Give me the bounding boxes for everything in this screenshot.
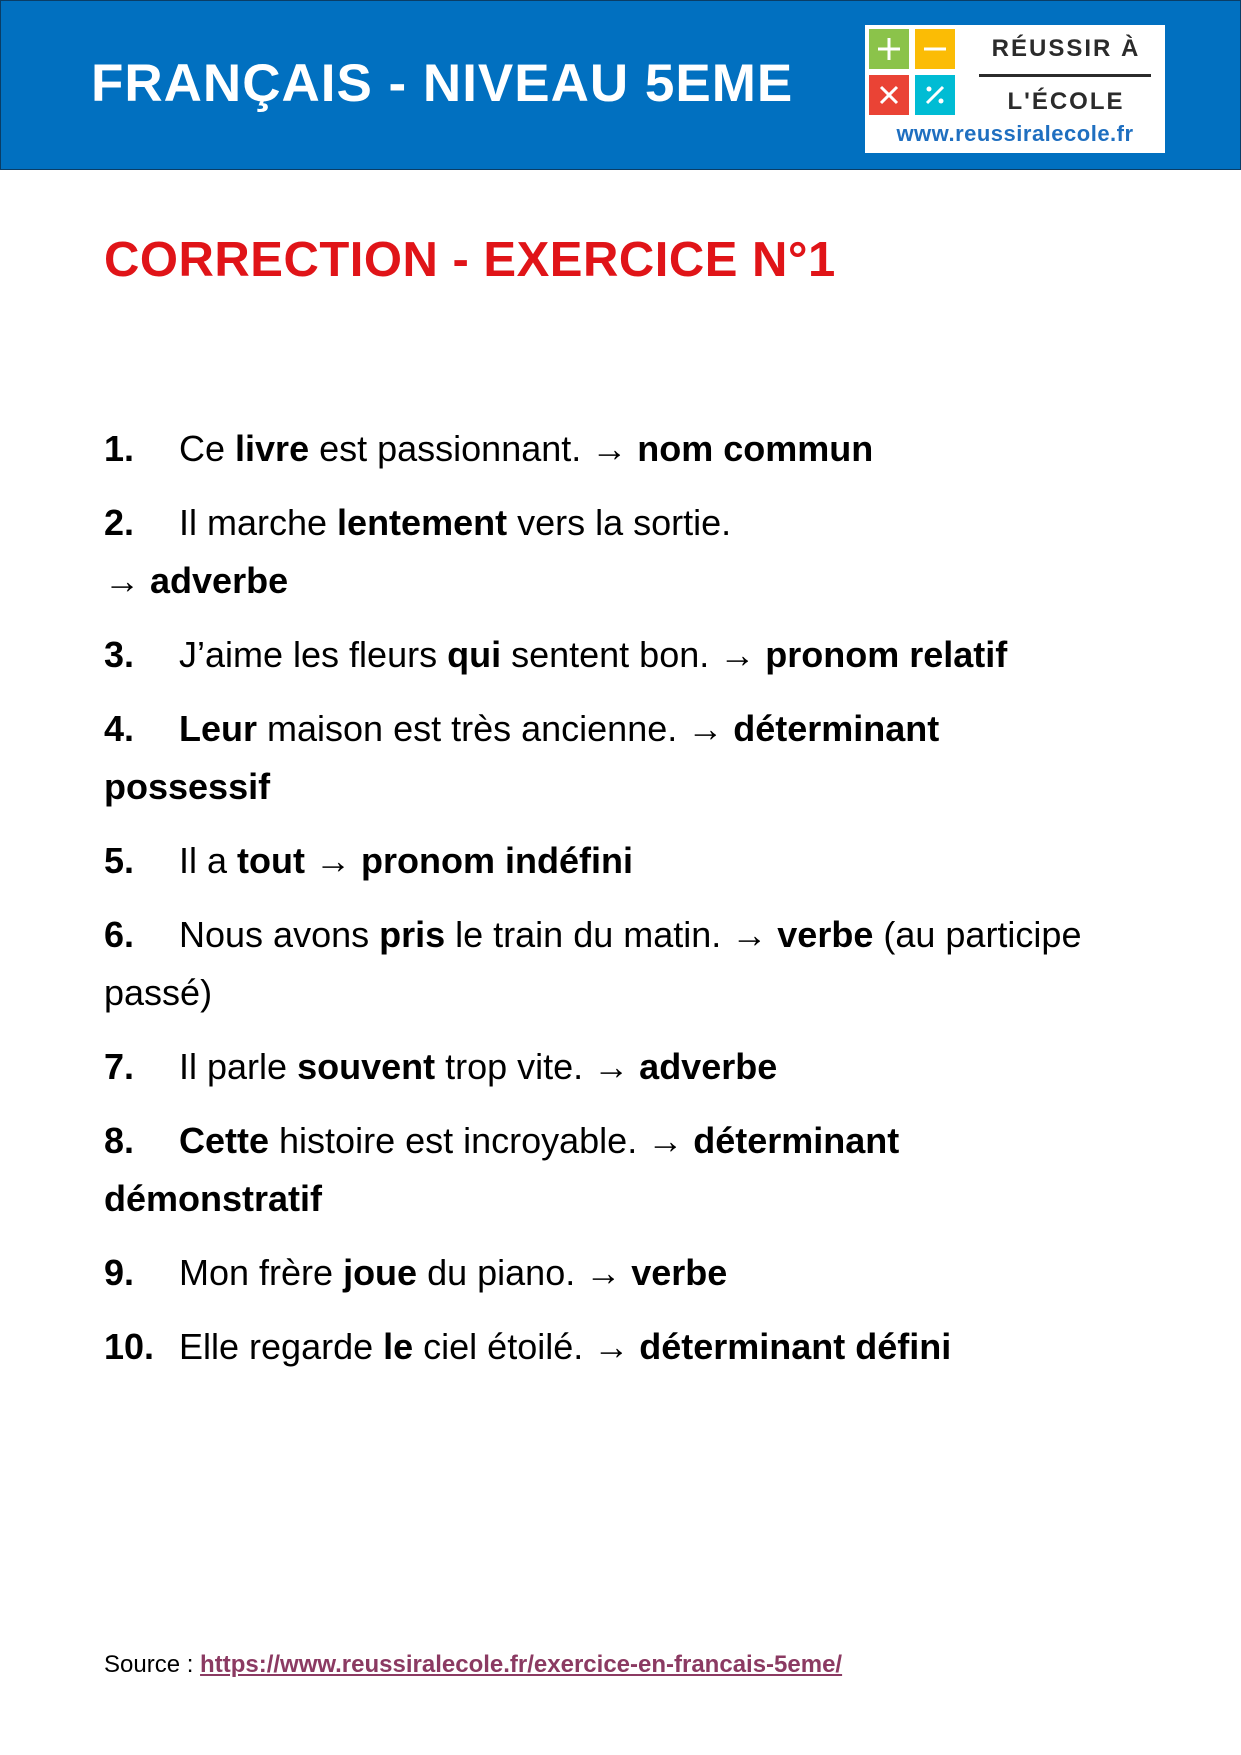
list-item: 4. Leur maison est très ancienne. → déterminant possessif xyxy=(104,708,940,807)
list-item: 2. Il marche lentement vers la sortie. → adverbe xyxy=(104,502,732,601)
source-label: Source : xyxy=(104,1651,201,1678)
header-title: FRANÇAIS - NIVEAU 5EME xyxy=(91,54,794,113)
site-logo[interactable] xyxy=(865,25,1165,153)
logo-line1: RÉUSSIR À xyxy=(991,35,1141,62)
minus-icon xyxy=(915,29,955,69)
list-item: 8. Cette histoire est incroyable. → déterminant démonstratif xyxy=(104,1120,900,1219)
list-item: 1. Ce livre est passionnant. → nom commun xyxy=(104,428,874,469)
plus-icon xyxy=(869,29,909,69)
source-link[interactable]: https://www.reussiralecole.fr/exercice-en-francais-5eme/ xyxy=(200,1651,843,1678)
list-item: 3. J’aime les fleurs qui sentent bon. → pronom relatif xyxy=(104,634,1008,675)
list-item: 9. Mon frère joue du piano. → verbe xyxy=(104,1252,728,1293)
list-item: 7. Il parle souvent trop vite. → adverbe xyxy=(104,1046,778,1087)
answer-list xyxy=(104,420,1104,1392)
percent-icon xyxy=(915,75,955,115)
page-header xyxy=(0,0,1241,170)
list-item: 10. Elle regarde le ciel étoilé. → déterminant défini xyxy=(104,1326,952,1367)
list-item: 6. Nous avons pris le train du matin. → verbe (au participe passé) xyxy=(104,914,1082,1013)
source-footer xyxy=(104,1651,842,1679)
logo-divider xyxy=(979,74,1151,77)
times-icon xyxy=(869,75,909,115)
page-title: CORRECTION - EXERCICE N°1 xyxy=(104,233,836,287)
logo-url[interactable]: www.reussiralecole.fr xyxy=(896,121,1134,146)
list-item: 5. Il a tout → pronom indéfini xyxy=(104,840,633,881)
logo-line2: L'ÉCOLE xyxy=(1007,88,1125,115)
